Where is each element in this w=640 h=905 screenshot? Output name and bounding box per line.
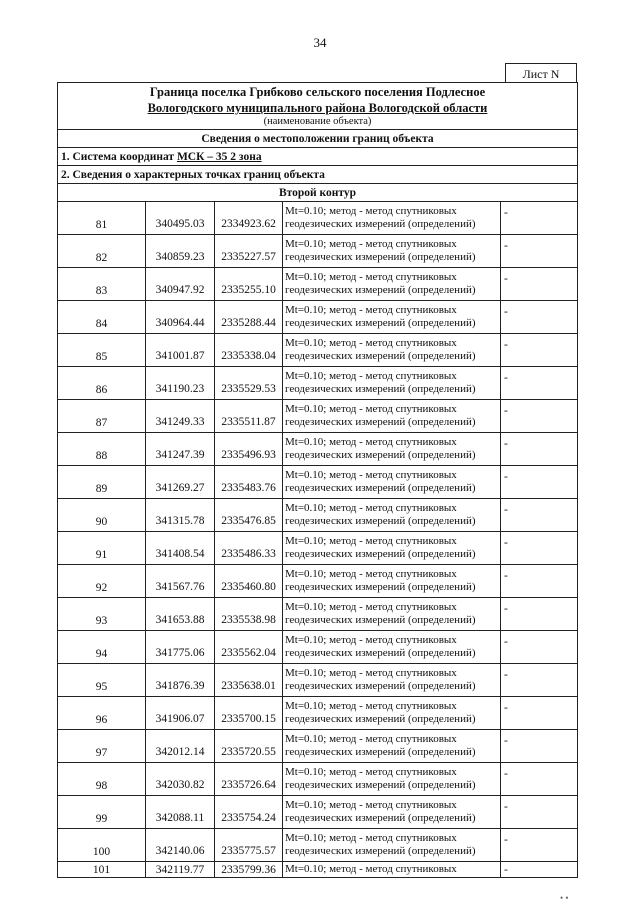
method-description: [283, 532, 501, 565]
table-row: [58, 763, 578, 796]
method-line-1: Mt=0.10; метод - метод спутниковых: [285, 667, 457, 679]
coord-x: 342030.82: [146, 763, 215, 796]
description-cell: -: [501, 202, 578, 235]
table-row: [58, 268, 578, 301]
method-line-1: Mt=0.10; метод - метод спутниковых: [285, 238, 457, 250]
method-description: [283, 235, 501, 268]
method-description: [283, 268, 501, 301]
method-line-2: геодезических измерений (определений): [285, 350, 476, 362]
description-cell: -: [501, 433, 578, 466]
coord-x: 340859.23: [146, 235, 215, 268]
description-cell: -: [501, 532, 578, 565]
sheet-label: Лист N: [505, 63, 577, 83]
coord-system-heading: [58, 148, 578, 166]
coord-x: 340964.44: [146, 301, 215, 334]
coord-y: 2335227.57: [215, 235, 283, 268]
coord-y: 2335638.01: [215, 664, 283, 697]
scan-mark: • •: [560, 893, 569, 903]
method-description: [283, 730, 501, 763]
title-row: [58, 83, 578, 130]
coord-system-value: МСК – 35 2 зона: [176, 150, 262, 163]
method-line-2: геодезических измерений (определений): [285, 515, 476, 527]
table-row: [58, 334, 578, 367]
coord-system-prefix: 1. Система координат: [61, 150, 177, 163]
point-number: 99: [58, 796, 146, 829]
table-row: [58, 400, 578, 433]
method-line-1: Mt=0.10; метод - метод спутниковых: [285, 271, 457, 283]
method-line-1: Mt=0.10; метод - метод спутниковых: [285, 370, 457, 382]
coord-y: 2335483.76: [215, 466, 283, 499]
method-line-1: Mt=0.10; метод - метод спутниковых: [285, 205, 457, 217]
method-line-2: геодезических измерений (определений): [285, 317, 476, 329]
coord-y: 2335700.15: [215, 697, 283, 730]
table-row: [58, 631, 578, 664]
method-line-2: геодезических измерений (определений): [285, 383, 476, 395]
description-cell: -: [501, 664, 578, 697]
coord-x: 341653.88: [146, 598, 215, 631]
location-heading: Сведения о местоположении границ объекта: [58, 130, 578, 148]
method-line-2: геодезических измерений (определений): [285, 647, 476, 659]
table-row: [58, 829, 578, 862]
coord-x: 340495.03: [146, 202, 215, 235]
method-line-1: Mt=0.10; метод - метод спутниковых: [285, 403, 457, 415]
method-line-1: Mt=0.10; метод - метод спутниковых: [285, 568, 457, 580]
coord-x: 342140.06: [146, 829, 215, 862]
description-cell: -: [501, 565, 578, 598]
coord-y: 2335799.36: [215, 862, 283, 878]
point-number: 96: [58, 697, 146, 730]
table-row: [58, 565, 578, 598]
method-line-1: Mt=0.10; метод - метод спутниковых: [285, 337, 457, 349]
coord-x: 341249.33: [146, 400, 215, 433]
method-line-2: геодезических измерений (определений): [285, 548, 476, 560]
method-line-2: геодезических измерений (определений): [285, 284, 476, 296]
method-line-1: Mt=0.10; метод - метод спутниковых: [285, 436, 457, 448]
method-description: [283, 763, 501, 796]
boundary-points-table: [57, 82, 578, 878]
coord-x: 341906.07: [146, 697, 215, 730]
point-number: 92: [58, 565, 146, 598]
table-row: [58, 466, 578, 499]
point-number: 95: [58, 664, 146, 697]
coord-x: 341876.39: [146, 664, 215, 697]
points-header-row: [58, 166, 578, 184]
coord-system-row: [58, 148, 578, 166]
coord-x: 341001.87: [146, 334, 215, 367]
point-number: 88: [58, 433, 146, 466]
point-number: 87: [58, 400, 146, 433]
coord-x: 341315.78: [146, 499, 215, 532]
contour-row: [58, 184, 578, 202]
coord-x: 340947.92: [146, 268, 215, 301]
method-description: [283, 466, 501, 499]
coord-x: 342088.11: [146, 796, 215, 829]
method-line-1: Mt=0.10; метод - метод спутниковых: [283, 862, 501, 878]
table-row: [58, 862, 578, 878]
point-number: 82: [58, 235, 146, 268]
point-number: 89: [58, 466, 146, 499]
table-row: [58, 730, 578, 763]
point-number: 100: [58, 829, 146, 862]
point-number: 81: [58, 202, 146, 235]
table-row: [58, 697, 578, 730]
method-line-2: геодезических измерений (определений): [285, 416, 476, 428]
coord-y: 2335486.33: [215, 532, 283, 565]
point-number: 94: [58, 631, 146, 664]
method-line-2: геодезических измерений (определений): [285, 614, 476, 626]
coord-y: 2335255.10: [215, 268, 283, 301]
coord-x: 342119.77: [146, 862, 215, 878]
method-line-1: Mt=0.10; метод - метод спутниковых: [285, 766, 457, 778]
description-cell: -: [501, 730, 578, 763]
table-row: [58, 235, 578, 268]
description-cell: -: [501, 466, 578, 499]
point-number: 98: [58, 763, 146, 796]
location-header-row: [58, 130, 578, 148]
description-cell: -: [501, 796, 578, 829]
method-description: [283, 565, 501, 598]
coord-y: 2335726.64: [215, 763, 283, 796]
coord-y: 2335476.85: [215, 499, 283, 532]
object-title: [58, 83, 578, 130]
method-line-2: геодезических измерений (определений): [285, 449, 476, 461]
method-line-2: геодезических измерений (определений): [285, 218, 476, 230]
method-description: [283, 598, 501, 631]
coord-y: 2335511.87: [215, 400, 283, 433]
coord-x: 341775.06: [146, 631, 215, 664]
method-description: [283, 796, 501, 829]
description-cell: -: [501, 631, 578, 664]
point-number: 101: [58, 862, 146, 878]
description-cell: -: [501, 697, 578, 730]
method-description: [283, 301, 501, 334]
description-cell: -: [501, 499, 578, 532]
contour-heading: Второй контур: [58, 184, 578, 202]
method-description: [283, 400, 501, 433]
point-number: 86: [58, 367, 146, 400]
method-description: [283, 829, 501, 862]
coord-y: 2335496.93: [215, 433, 283, 466]
title-caption: (наименование объекта): [263, 116, 372, 127]
description-cell: -: [501, 301, 578, 334]
method-line-1: Mt=0.10; метод - метод спутниковых: [285, 304, 457, 316]
description-cell: -: [501, 763, 578, 796]
method-description: [283, 433, 501, 466]
method-description: [283, 367, 501, 400]
point-number: 84: [58, 301, 146, 334]
method-line-1: Mt=0.10; метод - метод спутниковых: [285, 832, 457, 844]
coord-y: 2335529.53: [215, 367, 283, 400]
point-number: 83: [58, 268, 146, 301]
method-line-2: геодезических измерений (определений): [285, 845, 476, 857]
page-number: 34: [313, 35, 327, 50]
method-line-2: геодезических измерений (определений): [285, 812, 476, 824]
description-cell: -: [501, 862, 578, 878]
method-description: [283, 334, 501, 367]
coord-y: 2335538.98: [215, 598, 283, 631]
table-row: [58, 532, 578, 565]
table-row: [58, 664, 578, 697]
point-number: 91: [58, 532, 146, 565]
method-description: [283, 697, 501, 730]
method-description: [283, 202, 501, 235]
coord-x: 342012.14: [146, 730, 215, 763]
table-row: [58, 202, 578, 235]
title-line-2: Вологодского муниципального района Вологодской области: [147, 101, 488, 115]
coord-y: 2335754.24: [215, 796, 283, 829]
coord-x: 341408.54: [146, 532, 215, 565]
coord-y: 2335775.57: [215, 829, 283, 862]
method-line-2: геодезических измерений (определений): [285, 482, 476, 494]
coord-y: 2334923.62: [215, 202, 283, 235]
method-line-2: геодезических измерений (определений): [285, 581, 476, 593]
table-row: [58, 598, 578, 631]
description-cell: -: [501, 334, 578, 367]
table-row: [58, 433, 578, 466]
table-row: [58, 367, 578, 400]
table-row: [58, 301, 578, 334]
method-line-2: геодезических измерений (определений): [285, 680, 476, 692]
point-number: 93: [58, 598, 146, 631]
method-line-2: геодезических измерений (определений): [285, 746, 476, 758]
method-line-1: Mt=0.10; метод - метод спутниковых: [285, 601, 457, 613]
method-description: [283, 499, 501, 532]
method-description: [283, 631, 501, 664]
method-line-2: геодезических измерений (определений): [285, 779, 476, 791]
table-row: [58, 796, 578, 829]
coord-y: 2335288.44: [215, 301, 283, 334]
coord-y: 2335562.04: [215, 631, 283, 664]
description-cell: -: [501, 829, 578, 862]
method-description: [283, 664, 501, 697]
coord-y: 2335338.04: [215, 334, 283, 367]
method-line-2: геодезических измерений (определений): [285, 713, 476, 725]
coord-y: 2335460.80: [215, 565, 283, 598]
point-number: 85: [58, 334, 146, 367]
coord-y: 2335720.55: [215, 730, 283, 763]
table-row: [58, 499, 578, 532]
point-number: 90: [58, 499, 146, 532]
method-line-2: геодезических измерений (определений): [285, 251, 476, 263]
method-line-1: Mt=0.10; метод - метод спутниковых: [285, 535, 457, 547]
method-line-1: Mt=0.10; метод - метод спутниковых: [285, 799, 457, 811]
method-line-1: Mt=0.10; метод - метод спутниковых: [285, 733, 457, 745]
coord-x: 341247.39: [146, 433, 215, 466]
description-cell: -: [501, 367, 578, 400]
description-cell: -: [501, 400, 578, 433]
method-line-1: Mt=0.10; метод - метод спутниковых: [285, 502, 457, 514]
points-heading: 2. Сведения о характерных точках границ объекта: [58, 166, 578, 184]
method-line-1: Mt=0.10; метод - метод спутниковых: [285, 469, 457, 481]
coord-x: 341567.76: [146, 565, 215, 598]
method-line-1: Mt=0.10; метод - метод спутниковых: [285, 700, 457, 712]
coord-x: 341190.23: [146, 367, 215, 400]
method-line-1: Mt=0.10; метод - метод спутниковых: [285, 634, 457, 646]
description-cell: -: [501, 235, 578, 268]
coord-x: 341269.27: [146, 466, 215, 499]
description-cell: -: [501, 598, 578, 631]
description-cell: -: [501, 268, 578, 301]
title-line-1: Граница поселка Грибково сельского поселения Подлесное: [149, 85, 486, 99]
point-number: 97: [58, 730, 146, 763]
